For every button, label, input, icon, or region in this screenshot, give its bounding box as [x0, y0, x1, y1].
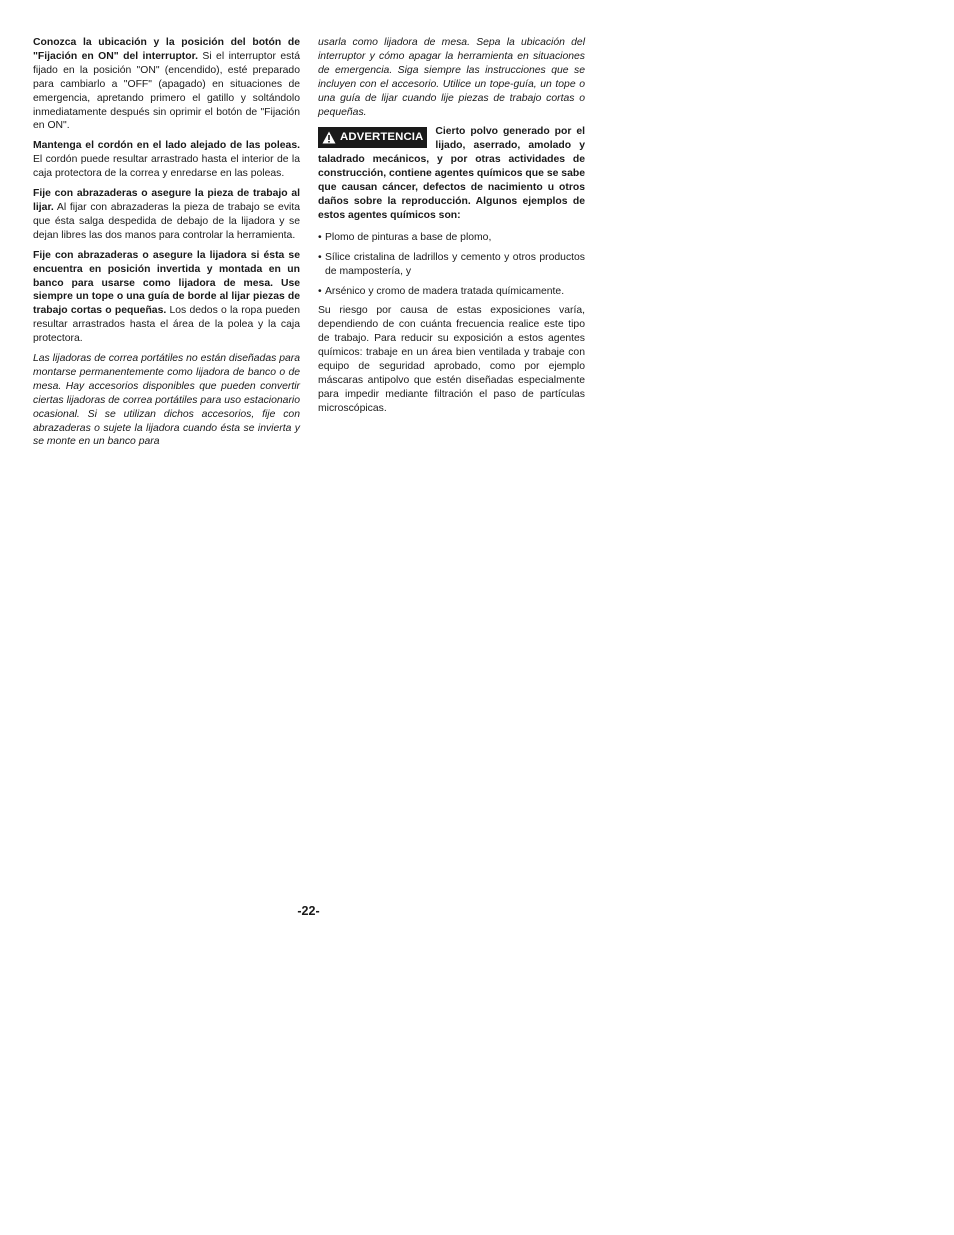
warning-block: [318, 125, 585, 222]
cord-paragraph: [33, 139, 300, 181]
clamp-workpiece-text: Al fijar con abrazaderas la pieza de trabajo se evita que ésta salga despedida de debajo de la lijadora y se dejan libres las dos manos para controlar la herramienta.: [33, 201, 300, 241]
accessory-note-continued: usarla como lijadora de mesa. Sepa la ubicación del interruptor y cómo apagar la herramienta en situaciones de emergencia. Siga siempre las instrucciones que se incluyen con el accesorio. Utilice un tope-guía, un tope o una guía de lijar cuando lije piezas de trabajo cortas o pequeñas.: [318, 37, 585, 118]
clamp-workpiece-heading: Fije con abrazaderas o asegure la pieza de trabajo al lijar.: [33, 188, 300, 213]
switch-lock-heading: Conozca la ubicación y la posición del botón de "Fijación en ON" del interruptor.: [33, 37, 300, 62]
chemical-list: [318, 231, 585, 299]
list-item: • Plomo de pinturas a base de plomo,: [318, 231, 585, 245]
inverted-sander-text: Los dedos o la ropa pueden resultar arrastrados hasta el área de la polea y la caja protectora.: [33, 305, 300, 345]
inverted-sander-paragraph: [33, 249, 300, 346]
inverted-sander-heading: Fije con abrazaderas o asegure la lijadora si ésta se encuentra en posición invertida y montada en un banco para usarse como lijadora de mesa. Use siempre un tope o una guía de borde al lijar piezas de trabajo cortas o pequeñas.: [33, 249, 300, 317]
switch-lock-text: Si el interruptor está fijado en la posición "ON" (encendido), esté preparado para cambiarlo a "OFF" (apagado) en situaciones de emergencia, apretando primero el gatillo y soltándolo inmediatamente después sin oprimir el botón de "Fijación en ON".: [33, 50, 300, 132]
switch-lock-paragraph: [33, 36, 300, 133]
warning-triangle-icon: [322, 131, 336, 144]
cord-text: El cordón puede resultar arrastrado hasta el interior de la caja protectora de la correa y enredarse en las poleas.: [33, 154, 300, 180]
warning-text: Cierto polvo generado por el lijado, aserrado, amolado y taladrado mecánicos, y por otras actividades de construcción, contiene agentes químicos que se sabe que causan cáncer, defectos de nacimiento u otros daños sobre la reproducción. Algunos ejemplos de estos agentes químicos son:: [318, 126, 585, 221]
warning-label: ADVERTENCIA: [340, 131, 424, 144]
clamp-workpiece-paragraph: [33, 187, 300, 243]
exposure-risk-paragraph: Su riesgo por causa de estas exposiciones varía, dependiendo de con cuánta frecuencia realice este tipo de trabajo. Para reducir su exposición a estos agentes químicos: trabaje en un área bien ventilada y trabaje con equipo de seguridad aprobado, como por ejemplo máscaras antipolvo que estén diseñadas especialmente para impedir mediante filtración el paso de partículas microscópicas.: [318, 305, 585, 414]
page-number: -22-: [297, 904, 320, 918]
warning-badge: [318, 127, 427, 148]
right-column: [318, 36, 585, 422]
list-item: • Sílice cristalina de ladrillos y cemento y otros productos de mampostería, y: [318, 251, 585, 279]
cord-heading: Mantenga el cordón en el lado alejado de las poleas.: [33, 140, 300, 152]
list-item: • Arsénico y cromo de madera tratada químicamente.: [318, 285, 585, 299]
left-column: [33, 36, 300, 455]
portable-sander-note: Las lijadoras de correa portátiles no están diseñadas para montarse permanentemente como lijadora de banco o de mesa. Hay accesorios disponibles que pueden convertir ciertas lijadoras de correa portátiles para uso estacionario ocasional. Si se utilizan dichos accesorios, fije con abrazaderas o sujete la lijadora cuando ésta se invierta y se monte en un banco para: [33, 353, 300, 448]
